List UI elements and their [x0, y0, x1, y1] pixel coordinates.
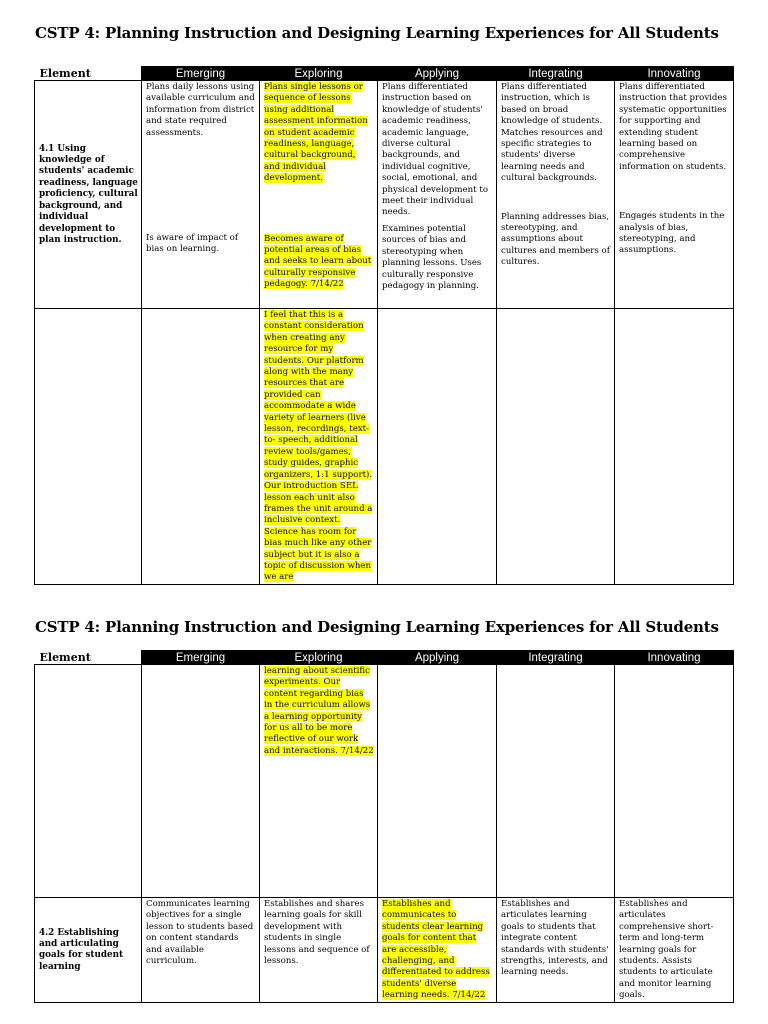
highlighted-text: Becomes aware of potential areas of bias and seeks to learn about culturally responsive pedagogy. 7/14/22: [264, 233, 372, 290]
empty-cell: [615, 309, 734, 585]
empty-cell: [35, 665, 142, 898]
page-title: CSTP 4: Planning Instruction and Designing Learning Experiences for All Students: [35, 618, 719, 636]
cell-4-1-applying: [378, 81, 497, 309]
header-integrating: Integrating: [497, 67, 615, 81]
header-applying: Applying: [378, 67, 497, 81]
header-element: Element: [35, 651, 142, 665]
cell-4-1-integrating: [497, 81, 615, 309]
empty-cell: [35, 309, 142, 585]
reflection-cell-continued: [260, 665, 378, 898]
empty-cell: [142, 665, 260, 898]
cell-text: Engages students in the analysis of bias, stereotyping, and assumptions.: [619, 211, 725, 256]
cell-text: Plans daily lessons using available curriculum and information from district and state required assessments.: [146, 82, 255, 138]
cell-4-2-integrating: Establishes and articulates learning goals to students that integrate content standards with students' strengths, interests, and learning needs.: [497, 898, 615, 1003]
header-applying: Applying: [378, 651, 497, 665]
header-emerging: Emerging: [142, 651, 260, 665]
reflection-cell: [260, 309, 378, 585]
highlighted-text: learning about scientific experiments. Our content regarding bias in the curriculum allows a learning opportunity for us all to be more reflective of our work and interactions. 7/14/22: [264, 666, 374, 756]
cell-text: Examines potential sources of bias and stereotyping when planning lessons. Uses culturally responsive pedagogy in planning.: [382, 223, 482, 291]
table-row: [35, 665, 734, 898]
empty-cell: [378, 309, 497, 585]
cell-4-1-exploring: [260, 81, 378, 309]
highlighted-text: Plans single lessons or sequence of lessons using additional assessment information on student academic readiness, language, cultural background, and individual development.: [264, 82, 368, 184]
empty-cell: [378, 665, 497, 898]
cell-4-1-emerging: [142, 81, 260, 309]
element-4-1: 4.1 Using knowledge of students' academic readiness, language proficiency, cultural background, and individual development to plan instruction.: [35, 81, 142, 309]
empty-cell: [497, 309, 615, 585]
cell-text: Is aware of impact of bias on learning.: [146, 233, 239, 255]
cell-4-2-applying: [378, 898, 497, 1003]
highlighted-text: Establishes and communicates to students clear learning goals for content that are accessible, challenging, and differentiated to address students' diverse learning needs. 7/14/22: [382, 899, 490, 1001]
cell-4-1-innovating: [615, 81, 734, 309]
cell-4-2-exploring: Establishes and shares learning goals for skill development with students in single lessons and sequence of lessons.: [260, 898, 378, 1003]
header-innovating: Innovating: [615, 651, 734, 665]
cell-text: Plans differentiated instruction, which is based on broad knowledge of students. Matches resources and specific strategies to students' diverse learning needs and cultural backgrounds.: [501, 82, 603, 184]
rubric-table-page2: [34, 650, 734, 1003]
header-integrating: Integrating: [497, 651, 615, 665]
table-row: [35, 898, 734, 1003]
empty-cell: [615, 665, 734, 898]
header-innovating: Innovating: [615, 67, 734, 81]
empty-cell: [142, 309, 260, 585]
cell-text: Plans differentiated instruction based on knowledge of students' academic readiness, academic language, diverse cultural backgrounds, and individual cognitive, social, emotional, and physical development to meet their individual needs.: [382, 82, 488, 218]
rubric-table-page1: [34, 66, 734, 585]
header-exploring: Exploring: [260, 651, 378, 665]
element-4-2: 4.2 Establishing and articulating goals for student learning: [35, 898, 142, 1003]
cell-4-2-innovating: Establishes and articulates comprehensive short-term and long-term learning goals for students. Assists students to articulate and monitor learning goals.: [615, 898, 734, 1003]
cell-text: Planning addresses bias, stereotyping, and assumptions about cultures and members of cultures.: [501, 211, 610, 268]
highlighted-text: I feel that this is a constant consideration when creating any resource for my students. Our platform along with the many resources that are provided can accommodate a wide variety of learners (live lesson, recordings, text-to- speech, additional review tools/games, study guides, graphic organizers, 1:1 support). Our introduction SEL lesson each unit also frames the unit around a inclusive context. Science has room for bias much like any other subject but it is also a topic of discussion when we are: [264, 310, 373, 583]
header-exploring: Exploring: [260, 67, 378, 81]
cell-4-2-emerging: Communicates learning objectives for a single lesson to students based on content standards and available curriculum.: [142, 898, 260, 1003]
header-element: Element: [35, 67, 142, 81]
table-row: [35, 309, 734, 585]
empty-cell: [497, 665, 615, 898]
page-title: CSTP 4: Planning Instruction and Designing Learning Experiences for All Students: [35, 24, 719, 42]
table-row: [35, 81, 734, 309]
cell-text: Plans differentiated instruction that provides systematic opportunities for supporting and extending student learning based on comprehensive information on students.: [619, 82, 727, 172]
header-emerging: Emerging: [142, 67, 260, 81]
